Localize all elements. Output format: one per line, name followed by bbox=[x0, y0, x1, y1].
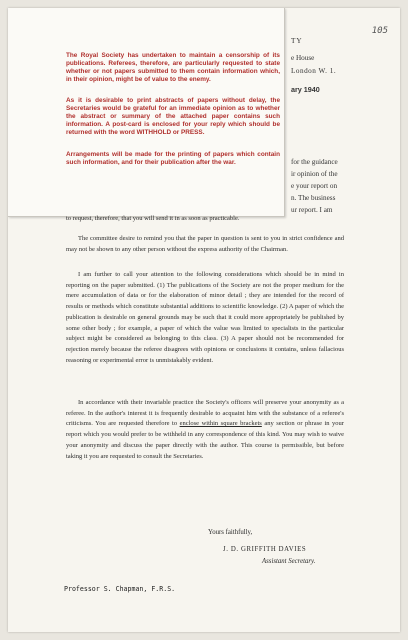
paragraph-text: In accordance with their invariable practice the Society's officers will preserve your anonymity as a referee. In the author's interest it is frequently desirable to acquaint him with the substance of a referee's criticisms. You are requested therefore to bbox=[66, 399, 344, 428]
notice-paragraph: Arrangements will be made for the printing of papers which contain such information, and for their publication after the war. bbox=[66, 151, 280, 166]
closing: Yours faithfully, bbox=[208, 529, 253, 536]
recipient: Professor S. Chapman, F.R.S. bbox=[64, 585, 176, 593]
signatory-name: J. D. GRIFFITH DAVIES bbox=[223, 546, 307, 553]
body-paragraph bbox=[66, 398, 344, 462]
body-paragraph: to request, therefore, that you will send it in as soon as practicable. bbox=[66, 215, 240, 222]
text-fragment: e your report on bbox=[291, 182, 338, 190]
date-fragment: ary 1940 bbox=[291, 85, 320, 94]
signatory-title: Assistant Secretary. bbox=[262, 558, 316, 565]
text-fragment: for the guidance bbox=[291, 158, 338, 166]
notice-paragraph: As it is desirable to print abstracts of papers without delay, the Secretaries would be grateful for an immediate opinion as to whether the abstract or summary of the attached paper contains such information. A post-card is enclosed for your reply which should be returned with the word WITHHOLD or PRESS. bbox=[66, 97, 280, 136]
body-paragraph: I am further to call your attention to the following considerations which should be in mind in reporting on the paper submitted. (1) The publications of the Society are not the proper medium for the mere accumulation of data or for the elaboration of minor detail ; they are intended for the record of results or methods which constitute substantial additions to scientific knowledge. (2) A paper of which the publication is desirable on general grounds may be such that it could more appropriately be published by some other body ; for example, a paper of which the value was limited to specialists in the particular subject might be considered as belonging to this class. (3) A paper should not be recommended for rejection merely because the referee disagrees with opinions or conclusions it contains, unless fallacious reasoning or experimental error is unmistakably evident. bbox=[66, 271, 344, 364]
underlined-phrase: enclose within square brackets bbox=[179, 420, 262, 428]
letterhead-fragment: e House bbox=[291, 54, 315, 62]
notice-paragraph: The Royal Society has undertaken to maintain a censorship of its publications. Referees, therefore, are particularly requested to state whether or not papers submitted to them contain information which, in their opinion, might be of value to the enemy. bbox=[66, 52, 280, 83]
paragraph-text: any section or phrase in your report which you would prefer to be withheld in any correspondence of this kind. You may wish to waive your anonymity and discuss the paper directly with the author. This course is permissible, but before taking it you are requested to consult the Secretaries. bbox=[66, 420, 344, 460]
folio-number: 105 bbox=[371, 26, 388, 36]
letterhead-fragment: TY bbox=[291, 37, 303, 45]
body-paragraph: The committee desire to remind you that the paper in question is sent to you in strict confidence and may not be shown to any other person without the express authority of the Chairman. bbox=[66, 235, 344, 253]
censorship-notice-slip bbox=[8, 8, 285, 217]
text-fragment: n. The business bbox=[291, 194, 336, 202]
text-fragment: ur report. I am bbox=[291, 206, 333, 214]
letterhead-fragment: London W. 1. bbox=[291, 67, 337, 75]
text-fragment: ir opinion of the bbox=[291, 170, 338, 178]
letter-page bbox=[8, 8, 400, 632]
